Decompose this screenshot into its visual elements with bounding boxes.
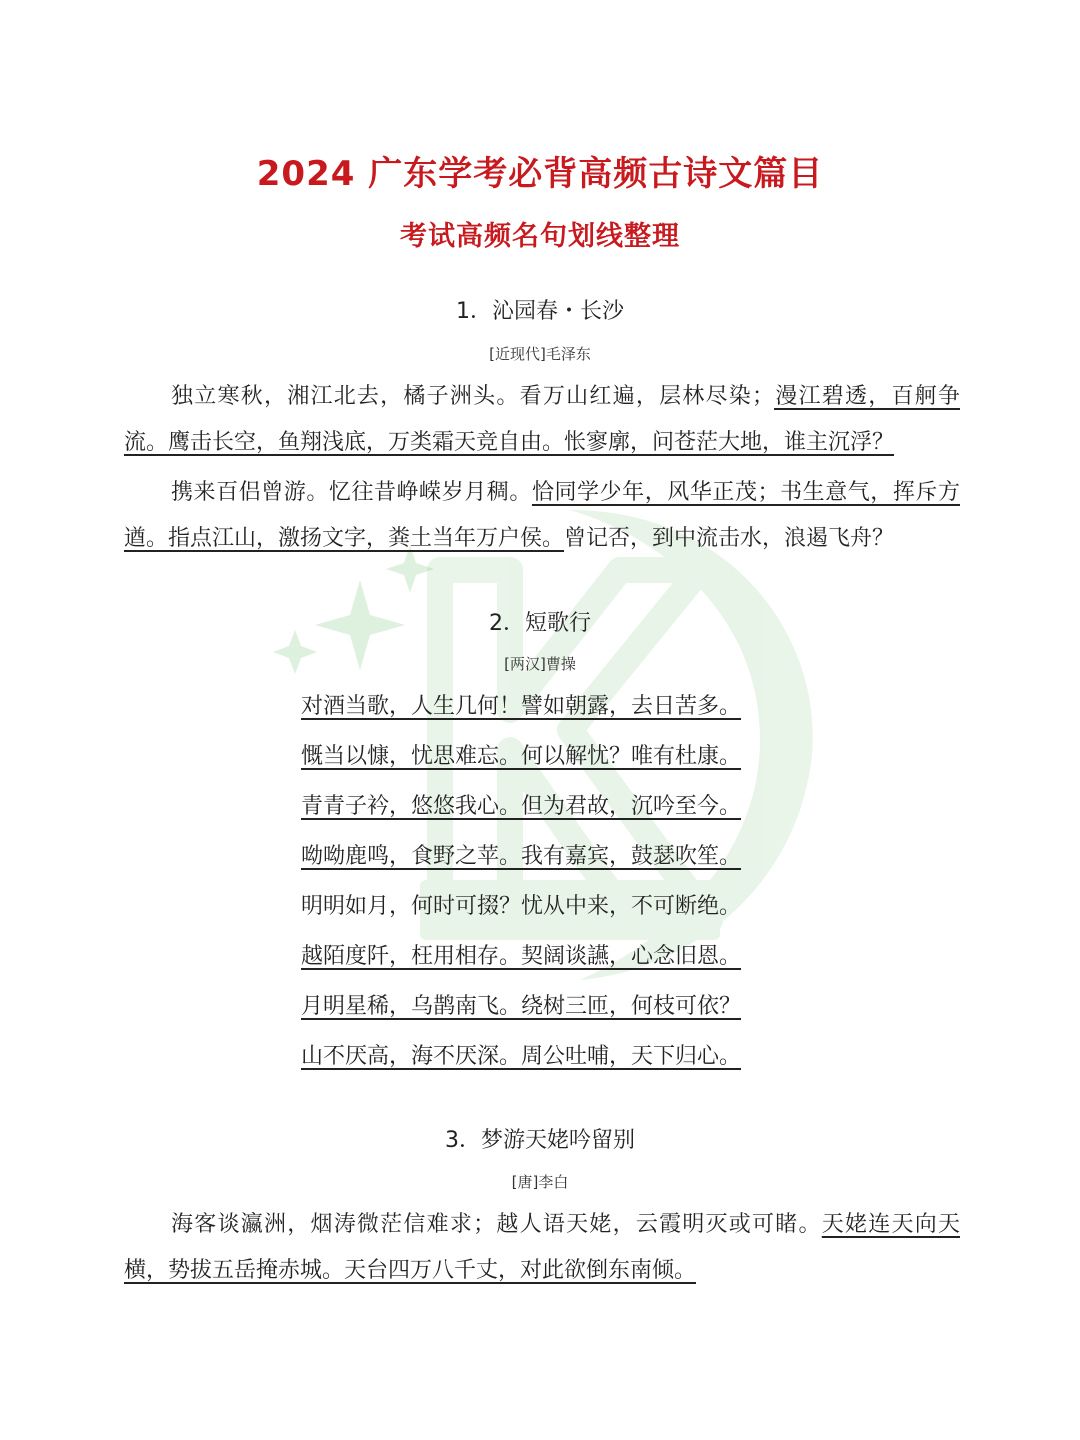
verse-line (301, 1032, 781, 1082)
poem-text: 携来百侣曾游。忆往昔峥嵘岁月稠。 (171, 480, 532, 505)
poem-paragraph (124, 374, 960, 466)
page-subtitle: 考试高频名句划线整理 (400, 221, 680, 252)
underlined-quote: 青青子衿，悠悠我心。但为君故，沉吟至今。 (301, 794, 742, 819)
underlined-quote: 漫江碧透，百舸争流。鹰击长空，鱼翔浅底，万类霜天竞自由。怅寥廓，问苍茫大地，谁主沉浮？ (124, 384, 960, 455)
underlined-quote: 山不厌高，海不厌深。周公吐哺，天下归心。 (301, 1044, 742, 1069)
poem-author: [两汉]曹操 (504, 655, 576, 673)
verse-line (301, 932, 781, 982)
underlined-quote: 恰同学少年，风华正茂；书生意气，挥斥方遒。指点江山，激扬文字，粪土当年万户侯。 (124, 480, 960, 551)
poem-text: 海客谈瀛洲，烟涛微茫信难求；越人语天姥，云霞明灭或可睹。 (171, 1212, 822, 1237)
verse-line (301, 732, 781, 782)
poem-text: 曾记否，到中流击水，浪遏飞舟？ (564, 526, 895, 551)
underlined-quote: 呦呦鹿鸣，食野之苹。我有嘉宾，鼓瑟吹笙。 (301, 844, 742, 869)
poem-author: [近现代]毛泽东 (489, 345, 591, 363)
verse-line (301, 882, 781, 932)
poem-verse (301, 682, 781, 1082)
poem-text: 独立寒秋，湘江北去，橘子洲头。看万山红遍，层林尽染； (171, 384, 775, 409)
poem-paragraph (124, 1202, 960, 1294)
poem-title: 3．梦游天姥吟留别 (445, 1128, 635, 1153)
underlined-quote: 越陌度阡，枉用相存。契阔谈讌，心念旧恩。 (301, 944, 742, 969)
verse-line (301, 832, 781, 882)
poem-title: 1．沁园春・长沙 (456, 299, 624, 324)
underlined-quote: 慨当以慷，忧思难忘。何以解忧？唯有杜康。 (301, 744, 742, 769)
verse-line (301, 982, 781, 1032)
poem-title: 2．短歌行 (489, 611, 591, 636)
verse-line (301, 782, 781, 832)
poem-text: 明明如月，何时可掇？忧从中来，不可断绝。 (301, 894, 742, 919)
underlined-quote: 天姥连天向天横，势拔五岳掩赤城。天台四万八千丈，对此欲倒东南倾。 (124, 1212, 960, 1283)
poem-paragraph (124, 470, 960, 562)
page-title: 2024 广东学考必背高频古诗文篇目 (256, 154, 824, 194)
verse-line (301, 682, 781, 732)
underlined-quote: 月明星稀，乌鹊南飞。绕树三匝，何枝可依？ (301, 994, 742, 1019)
poem-author: [唐]李白 (511, 1173, 569, 1191)
underlined-quote: 对酒当歌，人生几何！譬如朝露，去日苦多。 (301, 694, 742, 719)
